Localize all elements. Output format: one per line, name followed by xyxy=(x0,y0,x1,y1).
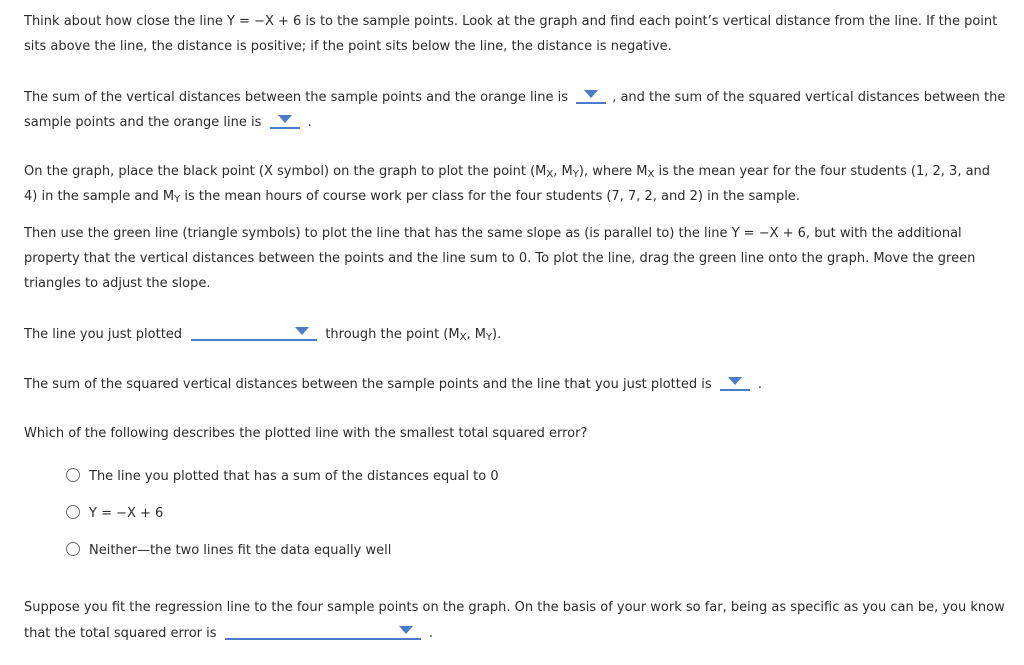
q2-text-e: is the mean hours of course work per class for the four students (7, 7, 2, and 2) in the sample. xyxy=(180,189,800,204)
q2-text-b: ), where M xyxy=(578,164,648,179)
q5-prefix: The sum of the squared vertical distances between the sample points and the line that you just plotted is xyxy=(24,377,712,392)
chevron-down-icon xyxy=(728,377,742,385)
q7-line-1: Suppose you fit the regression line to the four sample points on the graph. On the basis of your work so far, being as specific as you can be, you know xyxy=(24,600,1005,615)
chevron-down-icon xyxy=(584,90,598,98)
plotted-line-squared-sum-dropdown[interactable] xyxy=(720,375,750,391)
q2-text-c: is the mean year for the four students (1, 2, 3, and xyxy=(654,164,991,179)
q3-line-3: triangles to adjust the slope. xyxy=(24,276,211,291)
option-y-equals-neg-x-plus-6[interactable] xyxy=(66,505,163,523)
total-squared-error-dropdown[interactable] xyxy=(225,624,421,640)
q1-line-2 xyxy=(24,113,312,132)
subscript-x: X xyxy=(459,332,467,343)
option-label: Neither—the two lines fit the data equally well xyxy=(89,543,392,558)
subscript-y: Y xyxy=(572,169,579,180)
chevron-down-icon xyxy=(295,327,309,335)
chevron-down-icon xyxy=(278,115,292,123)
intro-line-1: Think about how close the line Y = −X + 6 is to the sample points. Look at the graph and find each point’s vertical distance from the line. If the point xyxy=(24,14,998,29)
subscript-y: Y xyxy=(174,194,181,205)
sum-squared-distances-dropdown[interactable] xyxy=(270,113,300,129)
q7-line-2 xyxy=(24,624,433,643)
q4-suffix-b: ). xyxy=(492,327,502,342)
q4-line xyxy=(24,325,501,347)
subscript-y: Y xyxy=(485,332,493,343)
radio-button[interactable] xyxy=(66,505,80,519)
q2-text-a: On the graph, place the black point (X symbol) on the graph to plot the point (M xyxy=(24,164,547,179)
q4-suffix-a: through the point (M xyxy=(325,327,460,342)
q7-prefix: that the total squared error is xyxy=(24,626,217,641)
q3-line-2: property that the vertical distances between the points and the line sum to 0. To plot the line, drag the green line onto the graph. Move the green xyxy=(24,251,976,266)
q5-line xyxy=(24,375,762,394)
chevron-down-icon xyxy=(399,626,413,634)
q4-comma: , M xyxy=(466,327,486,342)
q1-text-d: . xyxy=(307,115,312,130)
q1-text-b: , and the sum of the squared vertical distances between the xyxy=(612,90,1006,105)
line-through-point-dropdown[interactable] xyxy=(191,325,317,341)
q5-suffix: . xyxy=(757,377,763,392)
intro-line-2: sits above the line, the distance is positive; if the point sits below the line, the distance is negative. xyxy=(24,39,672,54)
q2-line-1 xyxy=(24,163,990,184)
radio-button[interactable] xyxy=(66,542,80,556)
q1-text-c: sample points and the orange line is xyxy=(24,115,262,130)
q1-line-1 xyxy=(24,88,1005,107)
option-label: The line you plotted that has a sum of the distances equal to 0 xyxy=(89,469,499,484)
subscript-x: X xyxy=(647,169,655,180)
q3-line-1: Then use the green line (triangle symbols) to plot the line that has the same slope as (is parallel to) the line Y = −X + 6, but with the additional xyxy=(24,226,962,241)
q2-line-2 xyxy=(24,188,800,209)
q4-prefix: The line you just plotted xyxy=(24,327,183,342)
subscript-x: X xyxy=(546,169,554,180)
q7-suffix: . xyxy=(428,626,433,641)
sum-distances-dropdown[interactable] xyxy=(576,88,606,104)
option-neither[interactable] xyxy=(66,542,391,560)
q6-question: Which of the following describes the plotted line with the smallest total squared error? xyxy=(24,426,588,441)
option-label: Y = −X + 6 xyxy=(89,506,164,521)
q1-text-a: The sum of the vertical distances between the sample points and the orange line is xyxy=(24,90,569,105)
option-sum-distances-zero[interactable] xyxy=(66,468,499,486)
q2-text-d: 4) in the sample and M xyxy=(24,189,175,204)
radio-button[interactable] xyxy=(66,468,80,482)
q2-comma: , M xyxy=(553,164,573,179)
